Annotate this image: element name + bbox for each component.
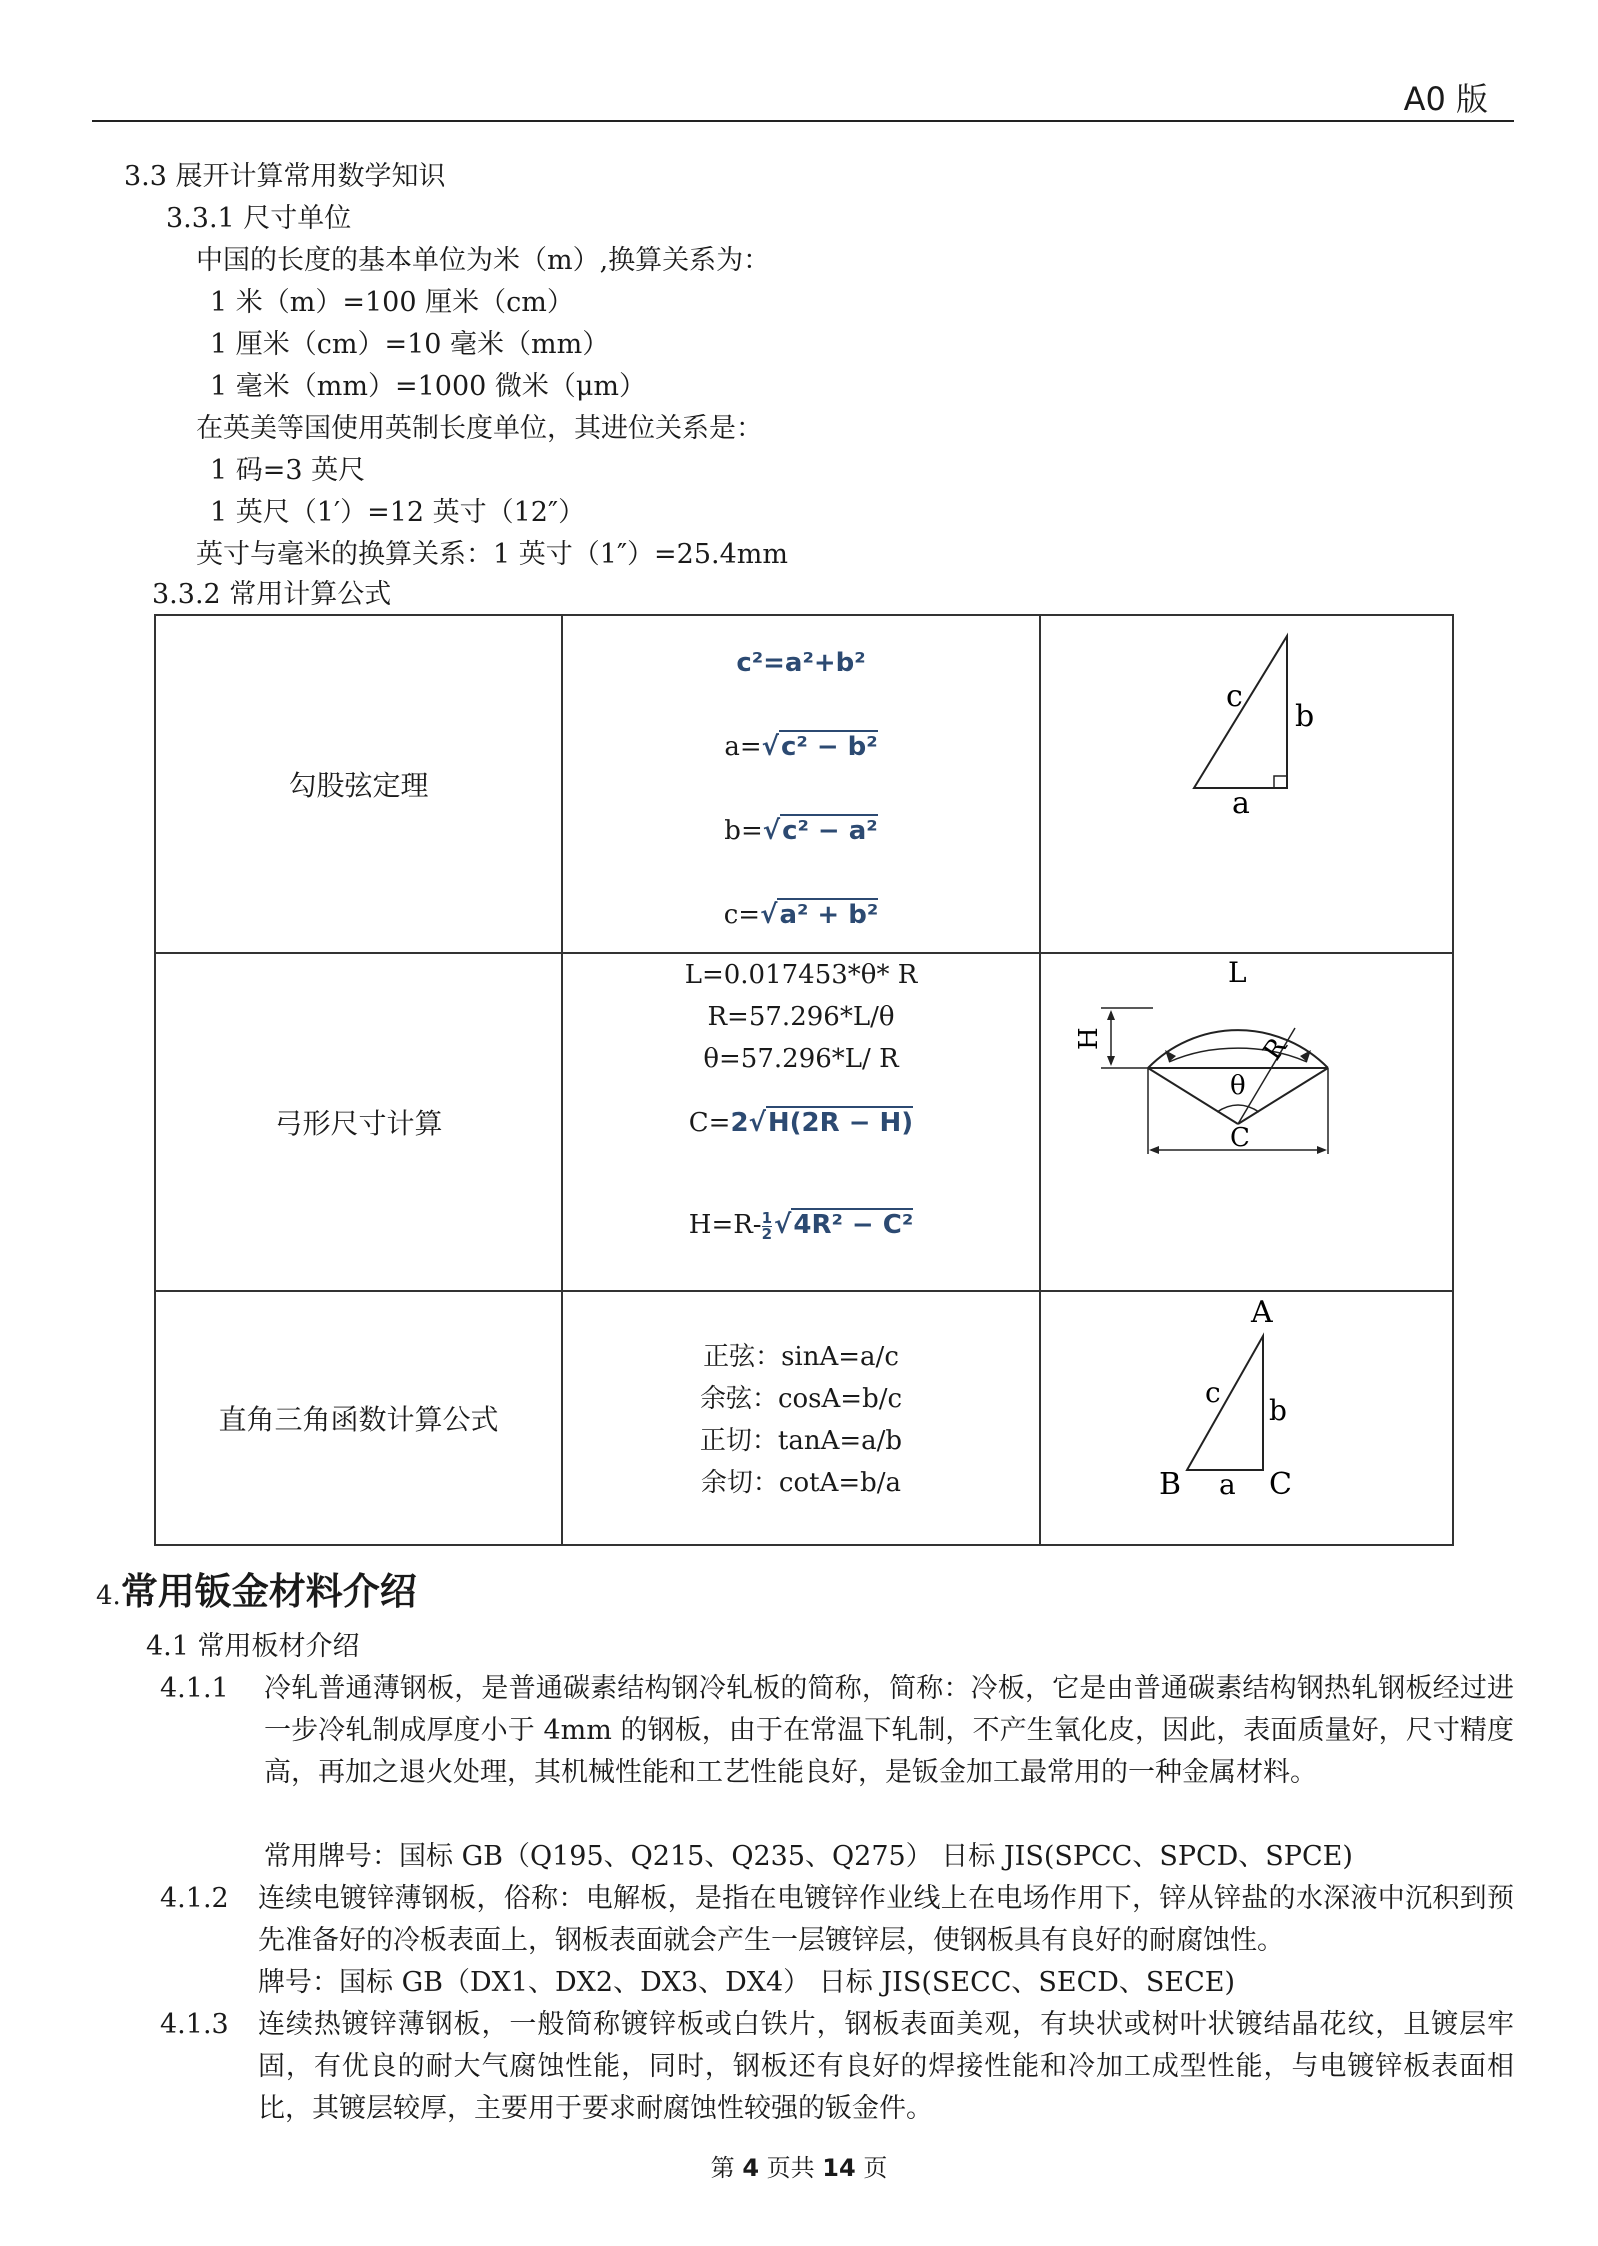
page-footer: 第 4 页共 14 页 bbox=[710, 2154, 888, 2182]
diagram-label: L bbox=[1228, 956, 1247, 989]
table-cell-name bbox=[155, 1291, 562, 1545]
section-4-1-title: 4.1 常用板材介绍 bbox=[146, 1631, 360, 1662]
unit-line: 1 英尺（1′）=12 英寸（12″） bbox=[210, 497, 586, 528]
diagram-label: R bbox=[1257, 1032, 1294, 1066]
table-row bbox=[155, 953, 1453, 1291]
formula: θ=57.296*L/ R bbox=[703, 1044, 899, 1074]
item-paragraph: 连续电镀锌薄钢板，俗称：电解板，是指在电镀锌作业线上在电场作用下，锌从锌盐的水深液中沉积到预先准备好的冷板表面上，钢板表面就会产生一层镀锌层，使钢板具有良好的耐腐蚀性。 bbox=[258, 1883, 1514, 1956]
item-grade: 常用牌号：国标 GB（Q195、Q215、Q235、Q275） 日标 JIS(SPCC、SPCD、SPCE) bbox=[264, 1841, 1353, 1872]
unit-line: 1 码=3 英尺 bbox=[210, 455, 366, 486]
table-cell-formulas bbox=[562, 1291, 1040, 1545]
page-total: 14 bbox=[822, 2154, 856, 2182]
item-grade: 牌号：国标 GB（DX1、DX2、DX3、DX4） 日标 JIS(SECC、SECD、SECE) bbox=[258, 1967, 1236, 1998]
header-rule bbox=[92, 120, 1514, 122]
circular-segment-diagram bbox=[1041, 954, 1454, 1292]
section-3-3-1-title: 3.3.1 尺寸单位 bbox=[166, 203, 352, 234]
right-triangle-diagram bbox=[1041, 616, 1454, 954]
item-paragraph: 冷轧普通薄钢板，是普通碳素结构钢冷轧板的简称，简称：冷板，它是由普通碳素结构钢热轧钢板经过进一步冷轧制成厚度小于 4mm 的钢板，由于在常温下轧制，不产生氧化皮，因此，表面质量好，尺寸精度高，再加之退火处理，其机械性能和工艺性能良好，是钣金加工最常用的一种金属材料。 bbox=[264, 1673, 1514, 1788]
formula: H=R- $\frac{1}{2}$ √4R² − C² bbox=[688, 1208, 914, 1243]
diagram-label: a bbox=[1219, 1468, 1236, 1501]
formula-table bbox=[154, 614, 1454, 1546]
diagram-label: C bbox=[1269, 1467, 1292, 1502]
formula-name: 直角三角函数计算公式 bbox=[218, 1403, 499, 1436]
labeled-right-triangle-diagram bbox=[1041, 1292, 1454, 1546]
section-3-3-title: 3.3 展开计算常用数学知识 bbox=[124, 161, 446, 192]
unit-line: 英寸与毫米的换算关系：1 英寸（1″）=25.4mm bbox=[196, 539, 788, 570]
diagram-label: c bbox=[1205, 1376, 1221, 1409]
formula: R=57.296*L/θ bbox=[707, 1002, 895, 1032]
table-cell-name bbox=[155, 615, 562, 953]
formula: 正切：tanA=a/b bbox=[699, 1426, 903, 1456]
formula: 余弦：cosA=b/c bbox=[699, 1384, 903, 1414]
table-row bbox=[155, 1291, 1453, 1545]
unit-line: 1 厘米（cm）=10 毫米（mm） bbox=[210, 329, 610, 360]
diagram-label: b bbox=[1269, 1394, 1287, 1427]
diagram-label: H bbox=[1074, 1027, 1104, 1050]
formula: 余切：cotA=b/a bbox=[700, 1468, 902, 1498]
unit-line: 中国的长度的基本单位为米（m）,换算关系为： bbox=[196, 245, 771, 276]
formula: c²=a²+b² bbox=[736, 648, 866, 678]
diagram-label: A bbox=[1251, 1295, 1273, 1330]
unit-line: 1 毫米（mm）=1000 微米（μm） bbox=[210, 371, 647, 402]
item-number: 4.1.2 bbox=[160, 1883, 229, 1914]
table-cell-diagram bbox=[1040, 1291, 1453, 1545]
formula: b=√c² − a² bbox=[724, 816, 878, 846]
diagram-label: a bbox=[1232, 786, 1250, 821]
diagram-label: B bbox=[1159, 1467, 1182, 1502]
table-cell-formulas bbox=[562, 953, 1040, 1291]
formula: c=√a² + b² bbox=[723, 900, 879, 930]
section-4-title: 4.常用钣金材料介绍 bbox=[96, 1570, 417, 1613]
diagram-label: C bbox=[1230, 1123, 1250, 1153]
table-cell-name bbox=[155, 953, 562, 1291]
table-row bbox=[155, 615, 1453, 953]
diagram-label: θ bbox=[1230, 1071, 1246, 1101]
formula: C=2√H(2R − H) bbox=[688, 1108, 914, 1138]
item-paragraph: 连续热镀锌薄钢板，一般简称镀锌板或白铁片，钢板表面美观，有块状或树叶状镀结晶花纹，且镀层牢固，有优良的耐大气腐蚀性能，同时，钢板还有良好的焊接性能和冷加工成型性能，与电镀锌板表面相比，其镀层较厚，主要用于要求耐腐蚀性较强的钣金件。 bbox=[258, 2009, 1514, 2124]
formula: 正弦：sinA=a/c bbox=[703, 1342, 899, 1372]
table-cell-diagram bbox=[1040, 615, 1453, 953]
table-cell-formulas bbox=[562, 615, 1040, 953]
table-cell-diagram bbox=[1040, 953, 1453, 1291]
section-3-3-2-title: 3.3.2 常用计算公式 bbox=[152, 579, 392, 610]
diagram-label: b bbox=[1295, 699, 1315, 734]
formula-name: 勾股弦定理 bbox=[288, 769, 429, 802]
item-number: 4.1.1 bbox=[160, 1673, 229, 1704]
formula-name: 弓形尺寸计算 bbox=[274, 1107, 443, 1140]
formula: L=0.017453*θ* R bbox=[684, 960, 918, 990]
diagram-label: c bbox=[1226, 679, 1243, 714]
unit-line: 在英美等国使用英制长度单位，其进位关系是： bbox=[196, 413, 763, 444]
formula: a=√c² − b² bbox=[724, 732, 878, 762]
document-version: A0 版 bbox=[1403, 80, 1488, 118]
page-number: 4 bbox=[742, 2154, 760, 2182]
item-number: 4.1.3 bbox=[160, 2009, 229, 2040]
unit-line: 1 米（m）=100 厘米（cm） bbox=[210, 287, 574, 318]
